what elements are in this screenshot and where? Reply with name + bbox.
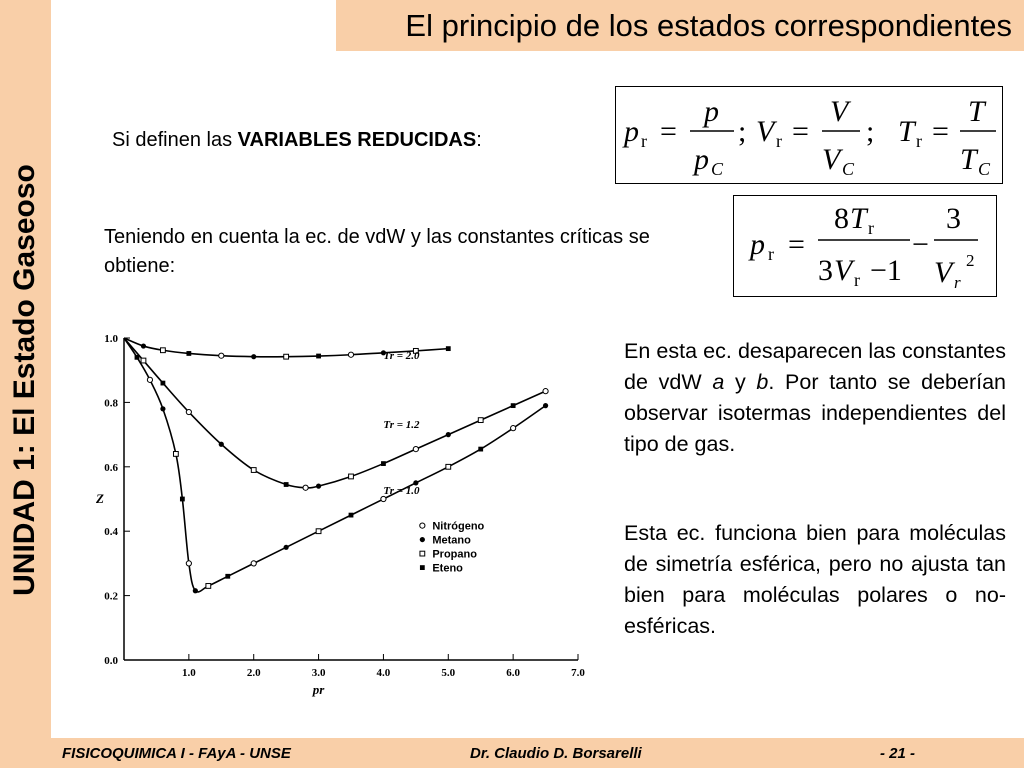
data-point-filled-square: [180, 497, 185, 502]
data-point-open-circle: [413, 446, 418, 451]
note-spherical-molecules: Esta ec. funciona bien para moléculas de simetría esférica, pero no ajusta tan bien para moléculas polares o no-esféricas.: [624, 521, 1006, 638]
data-point-filled-circle: [193, 588, 198, 593]
reduced-vdw-equation-box: [733, 195, 997, 297]
y-tick-label: 0.8: [104, 397, 118, 410]
data-point-filled-square: [186, 351, 191, 356]
svg-text:=: =: [932, 115, 949, 148]
x-tick-label: 2.0: [246, 667, 261, 679]
sidebar-band: [0, 0, 51, 738]
svg-text:r: r: [916, 131, 922, 151]
svg-text:p: p: [750, 228, 765, 261]
data-point-open-circle: [186, 409, 191, 414]
legend-entry: Nitrógeno: [432, 520, 485, 533]
data-point-filled-square: [420, 565, 425, 570]
data-point-open-circle: [251, 561, 256, 566]
svg-text:V: V: [834, 254, 853, 287]
svg-text:C: C: [978, 159, 991, 179]
data-point-open-circle: [543, 389, 548, 394]
data-point-filled-square: [316, 354, 321, 359]
reduced-vdw-equation: [734, 196, 996, 296]
svg-text:p: p: [624, 115, 639, 148]
data-point-open-square: [161, 348, 166, 353]
svg-text:3: 3: [946, 202, 961, 235]
z-factor-chart: [88, 320, 600, 712]
y-tick-label: 0.4: [104, 526, 118, 539]
legend-entry: Propano: [432, 548, 477, 561]
footer-author: Dr. Claudio D. Borsarelli: [470, 745, 642, 762]
data-point-open-square: [316, 529, 321, 534]
data-point-open-circle: [348, 352, 353, 357]
reduced-variables-equation: [616, 87, 1002, 183]
data-point-open-circle: [147, 377, 152, 382]
intro-suffix: :: [476, 129, 482, 151]
data-point-open-circle: [420, 523, 425, 528]
svg-text:C: C: [842, 159, 855, 179]
data-point-filled-square: [225, 574, 230, 579]
data-point-open-square: [478, 418, 483, 423]
vdw-text: Teniendo en cuenta la ec. de vdW y las constantes críticas se obtiene:: [104, 226, 650, 277]
data-point-open-circle: [381, 496, 386, 501]
sidebar-unit-label: UNIDAD 1: El Estado Gaseoso: [8, 164, 41, 596]
data-point-filled-circle: [316, 484, 321, 489]
svg-text:T: T: [850, 202, 867, 235]
svg-text:p: p: [704, 95, 719, 128]
svg-text:T: T: [968, 95, 985, 128]
data-point-filled-square: [284, 482, 289, 487]
svg-text:r: r: [954, 273, 961, 292]
data-point-filled-square: [381, 461, 386, 466]
data-point-filled-circle: [141, 343, 146, 348]
data-point-open-square: [141, 358, 146, 363]
x-tick-label: 7.0: [571, 667, 585, 679]
y-tick-label: 1.0: [104, 333, 118, 345]
data-point-open-square: [206, 584, 211, 589]
svg-text:;: ;: [738, 115, 747, 148]
footer-course: FISICOQUIMICA I - FAyA - UNSE: [62, 745, 291, 762]
footer-page-number: - 21 -: [880, 745, 916, 762]
x-tick-label: 6.0: [506, 667, 521, 679]
data-point-filled-circle: [251, 354, 256, 359]
svg-text:V: V: [822, 143, 841, 176]
y-tick-label: 0.2: [104, 590, 118, 603]
svg-text:r: r: [776, 131, 782, 151]
data-point-filled-circle: [160, 406, 165, 411]
data-point-filled-square: [349, 513, 354, 518]
data-point-filled-square: [161, 381, 166, 386]
svg-text:V: V: [934, 256, 953, 289]
data-point-filled-circle: [284, 545, 289, 550]
x-tick-label: 3.0: [311, 667, 326, 679]
svg-text:V: V: [756, 115, 775, 148]
svg-text:=: =: [660, 115, 677, 148]
svg-text:r: r: [854, 270, 860, 290]
svg-text:=: =: [792, 115, 809, 148]
svg-text:V: V: [830, 95, 849, 128]
intro-prefix: Si definen las: [112, 129, 238, 151]
data-point-open-square: [446, 464, 451, 469]
data-point-open-square: [173, 452, 178, 457]
data-point-filled-square: [478, 447, 483, 452]
data-point-open-circle: [303, 485, 308, 490]
svg-text:;: ;: [866, 115, 875, 148]
svg-text:8: 8: [834, 202, 849, 235]
intro-bold: VARIABLES REDUCIDAS: [237, 129, 477, 151]
curve-label: Tr = 2.0: [383, 349, 420, 362]
svg-text:r: r: [768, 244, 774, 264]
svg-text:=: =: [788, 228, 805, 261]
x-tick-label: 1.0: [181, 667, 196, 679]
svg-text:3: 3: [818, 254, 833, 287]
y-axis-label: Z: [96, 491, 104, 506]
data-point-open-square: [251, 468, 256, 473]
data-point-open-square: [420, 551, 425, 556]
svg-text:−1: −1: [870, 254, 902, 287]
data-point-filled-circle: [219, 442, 224, 447]
svg-text:p: p: [694, 143, 709, 176]
data-point-open-circle: [186, 561, 191, 566]
y-tick-label: 0.0: [104, 655, 118, 667]
data-point-open-circle: [511, 426, 516, 431]
svg-text:r: r: [868, 218, 874, 238]
y-tick-label: 0.6: [104, 461, 118, 474]
data-point-filled-square: [446, 346, 451, 351]
data-point-filled-circle: [543, 403, 548, 408]
legend-entry: Eteno: [432, 562, 463, 575]
title-bar: [336, 0, 1024, 51]
svg-text:r: r: [641, 131, 647, 151]
intro-text: [112, 129, 482, 152]
svg-text:2: 2: [966, 251, 975, 270]
data-point-open-circle: [219, 353, 224, 358]
data-point-open-square: [284, 354, 289, 359]
data-point-filled-square: [135, 355, 140, 360]
reduced-variables-equation-box: [615, 86, 1003, 184]
data-point-open-square: [349, 474, 354, 479]
curve-label: Tr = 1.0: [383, 485, 420, 498]
svg-text:C: C: [711, 159, 724, 179]
series-curve-3: [124, 338, 546, 592]
z-factor-chart-svg: [88, 320, 600, 712]
x-tick-label: 5.0: [441, 667, 456, 679]
data-point-filled-circle: [420, 537, 425, 542]
curve-label: Tr = 1.2: [383, 419, 420, 432]
legend-entry: Metano: [432, 534, 471, 547]
data-point-filled-circle: [446, 432, 451, 437]
footer-bar: [0, 738, 1024, 768]
data-point-filled-square: [511, 403, 516, 408]
note-vdw-constants: En esta ec. desaparecen las constantes de vdW a y b. Por tanto se deberían observar isotermas independientes del tipo de gas.: [624, 339, 1006, 456]
slide-title: El principio de los estados correspondientes: [405, 8, 1012, 43]
svg-text:−: −: [912, 228, 929, 261]
x-axis-label: pr: [312, 682, 325, 697]
svg-text:T: T: [960, 143, 977, 176]
x-tick-label: 4.0: [376, 667, 391, 679]
svg-text:T: T: [898, 115, 915, 148]
